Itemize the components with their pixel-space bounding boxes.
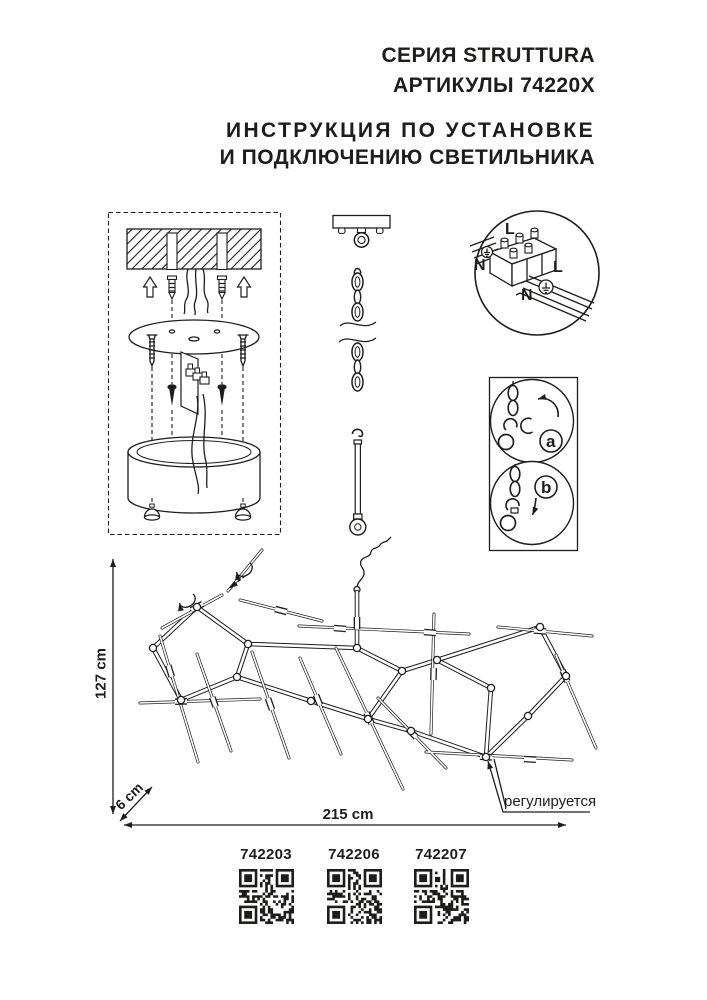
up-arrow-icon <box>144 277 157 297</box>
article-number: 742206 <box>328 846 380 863</box>
mounting-plate <box>129 320 259 354</box>
articles-title: АРТИКУЛЫ 74220X <box>393 74 595 97</box>
depth-dimension-label: 6 cm <box>111 779 147 813</box>
live-label: L <box>553 259 563 276</box>
step-b-circle <box>491 462 574 545</box>
article-number: 742203 <box>240 846 292 863</box>
neutral-label: N <box>474 257 486 274</box>
screw <box>167 384 176 406</box>
power-cord <box>354 537 391 593</box>
series-title: СЕРИЯ STRUTTURA <box>381 44 595 67</box>
article-block <box>326 846 382 924</box>
live-label: L <box>505 221 515 238</box>
step-b-label: b <box>541 478 552 497</box>
canopy <box>128 437 260 513</box>
adjustable-note: регулируется <box>504 793 597 810</box>
qr-code <box>414 869 469 924</box>
ceiling-mount-diagram <box>109 213 281 535</box>
qr-code <box>327 869 382 924</box>
doc-title-line1: ИНСТРУКЦИЯ ПО УСТАНОВКЕ <box>225 119 595 142</box>
wiring-detail-circle <box>470 211 599 335</box>
height-dimension-label: 127 cm <box>92 648 110 699</box>
wall-anchor <box>168 276 177 299</box>
article-block <box>413 846 469 924</box>
qr-code <box>239 869 294 924</box>
article-block <box>238 846 294 924</box>
doc-title-line2: И ПОДКЛЮЧЕНИЮ СВЕТИЛЬНИКА <box>219 146 595 169</box>
width-dimension-label: 215 cm <box>322 806 374 823</box>
article-number: 742207 <box>415 846 467 863</box>
step-a-circle <box>491 380 574 463</box>
neutral-label: N <box>521 287 533 304</box>
ground-symbol-icon <box>539 280 553 294</box>
dimension-lines <box>113 559 590 825</box>
screw <box>217 384 226 406</box>
chain-diagram <box>339 269 376 392</box>
step-a-label: a <box>546 432 556 451</box>
mains-wires <box>184 269 208 315</box>
suspension-rod-diagram <box>350 429 366 535</box>
rotate-arrow-icon <box>180 594 196 607</box>
wall-anchor <box>218 276 227 299</box>
assembly-steps-box <box>490 378 578 551</box>
chandelier-diagram <box>140 537 596 789</box>
up-arrow-icon <box>238 277 251 297</box>
ground-symbol-icon <box>482 247 493 258</box>
ceiling-bracket-diagram <box>333 216 390 248</box>
